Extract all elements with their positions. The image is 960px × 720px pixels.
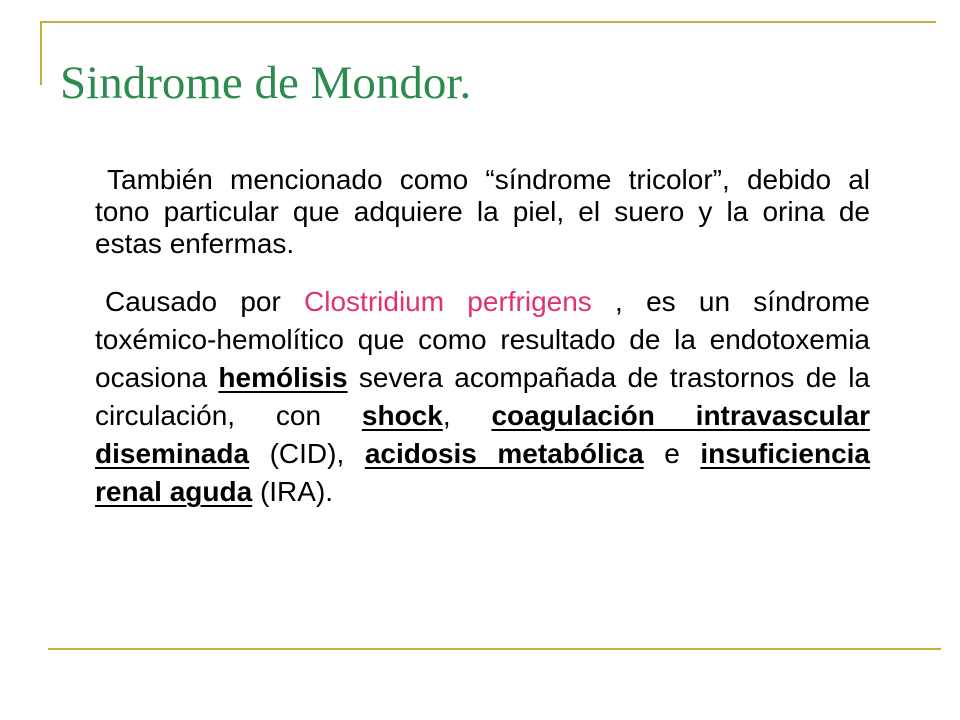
paragraph-2-intro: Causado por — [105, 286, 305, 317]
term-cid: coagulación intravascular diseminada — [95, 400, 870, 469]
term-ira: insuficiencia renal aguda — [95, 438, 870, 507]
paragraph-2-text-a: , es un síndrome toxémico-hemolítico que como resultado de la endotoxemia ocasiona — [95, 286, 870, 393]
paragraph-2-text-c: , — [442, 400, 492, 431]
paragraph-1: También mencionado como “síndrome tricolor”, debido al tono particular que adquiere la piel, el suero y la orina de estas enfermas. — [95, 164, 870, 259]
paragraph-2-text-b: severa acompañada de trastornos de la circulación, con — [95, 362, 870, 431]
top-divider-line — [40, 21, 936, 23]
term-acidosis: acidosis metabólica — [364, 438, 644, 469]
paragraph-2-text-f: (IRA). — [252, 476, 334, 507]
paragraph-2 — [95, 283, 870, 511]
term-shock: shock — [361, 400, 443, 431]
slide-title: Sindrome de Mondor. — [60, 57, 472, 109]
paragraph-2-text-e: e — [643, 438, 701, 469]
organism-name: Clostridium perfrigens — [304, 286, 592, 317]
bottom-divider-line — [48, 648, 941, 650]
paragraph-2-text-d: (CID), — [249, 438, 365, 469]
left-accent-line — [40, 21, 42, 85]
term-hemolisis: hemólisis — [218, 362, 348, 393]
